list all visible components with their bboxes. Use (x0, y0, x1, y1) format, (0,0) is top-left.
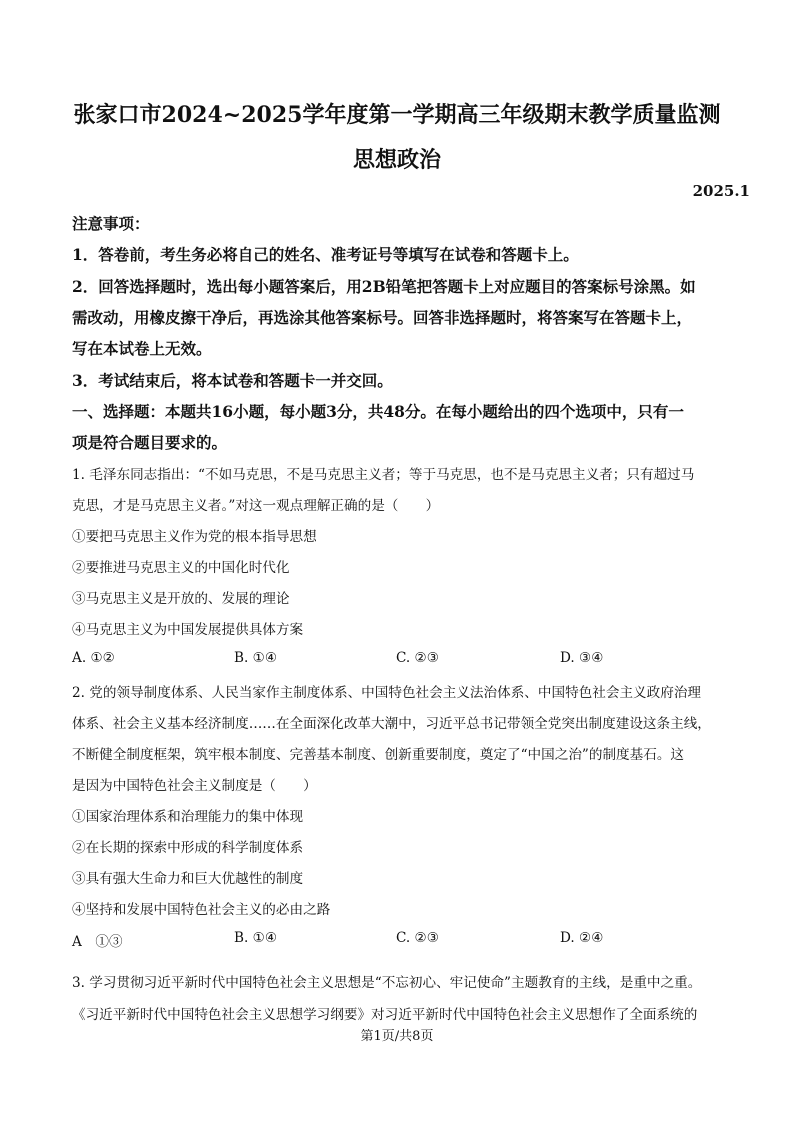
question-stem: 体系、社会主义基本经济制度……在全面深化改革大潮中，习近平总书记带领全党突出制度建设这条主线， (72, 716, 711, 732)
notice-line: 2．回答选择题时，选出每小题答案后，用2B铅笔把答题卡上对应题目的答案标号涂黑。如 (72, 277, 696, 296)
subject-title: 思想政治 (352, 147, 441, 173)
question-item: ③具有强大生命力和巨大优越性的制度 (72, 871, 304, 887)
exam-date: 2025.1 (692, 182, 750, 200)
notice-line: 3．考试结束后，将本试卷和答题卡一并交回。 (72, 371, 393, 390)
page-number: 第1页/共8页 (360, 1029, 434, 1044)
question-item: ④坚持和发展中国特色社会主义的必由之路 (72, 902, 331, 918)
option-c[interactable]: C. ②③ (396, 650, 439, 666)
question-item: ①国家治理体系和治理能力的集中体现 (72, 809, 304, 825)
question-item: ②要推进马克思主义的中国化时代化 (72, 560, 290, 576)
option-c[interactable]: C. ②③ (396, 930, 439, 946)
notice-line: 写在本试卷上无效。 (72, 339, 212, 358)
question-stem: 3. 学习贯彻习近平新时代中国特色社会主义思想是“不忘初心、牢记使命”主题教育的主线，是重中之重。 (72, 975, 702, 991)
question-item: ②在长期的探索中形成的科学制度体系 (72, 840, 304, 856)
notice-line: 需改动，用橡皮擦干净后，再选涂其他答案标号。回答非选择题时，将答案写在答题卡上， (72, 308, 693, 327)
notice-line: 1．答卷前，考生务必将自己的姓名、准考证号等填写在试卷和答题卡上。 (72, 245, 579, 264)
option-b[interactable]: B. ①④ (234, 650, 278, 666)
question-item: ④马克思主义为中国发展提供具体方案 (72, 622, 304, 638)
question-stem: 2. 党的领导制度体系、人民当家作主制度体系、中国特色社会主义法治体系、中国特色社会主义政府治理 (72, 685, 702, 701)
option-a[interactable]: A. ①② (72, 650, 115, 666)
exam-title: 张家口市2024~2025学年度第一学期高三年级期末教学质量监测 (73, 102, 721, 128)
question-stem: 1. 毛泽东同志指出：“不如马克思，不是马克思主义者；等于马克思，也不是马克思主义者；只有超过马 (72, 467, 695, 483)
section-heading: 一、选择题：本题共16小题，每小题3分，共48分。在每小题给出的四个选项中，只有一 (72, 402, 684, 421)
option-d[interactable]: D. ③④ (560, 650, 604, 666)
option-a[interactable]: A ①③ (72, 934, 123, 950)
answer-options (72, 650, 752, 670)
question-stem: 不断健全制度框架，筑牢根本制度、完善基本制度、创新重要制度，奠定了“中国之治”的制度基石。这 (72, 747, 685, 763)
section-heading: 项是符合题目要求的。 (72, 433, 228, 452)
question-stem: 《习近平新时代中国特色社会主义思想学习纲要》对习近平新时代中国特色社会主义思想作了全面系统的 (72, 1007, 698, 1023)
option-b[interactable]: B. ①④ (234, 930, 278, 946)
question-item: ①要把马克思主义作为党的根本指导思想 (72, 529, 317, 545)
notice-heading: 注意事项： (72, 214, 150, 233)
option-d[interactable]: D. ②④ (560, 930, 604, 946)
question-stem: 克思，才是马克思主义者。”对这一观点理解正确的是（ ） (72, 498, 440, 514)
question-stem: 是因为中国特色社会主义制度是（ ） (72, 778, 317, 794)
answer-options (72, 930, 752, 950)
question-item: ③马克思主义是开放的、发展的理论 (72, 591, 290, 607)
